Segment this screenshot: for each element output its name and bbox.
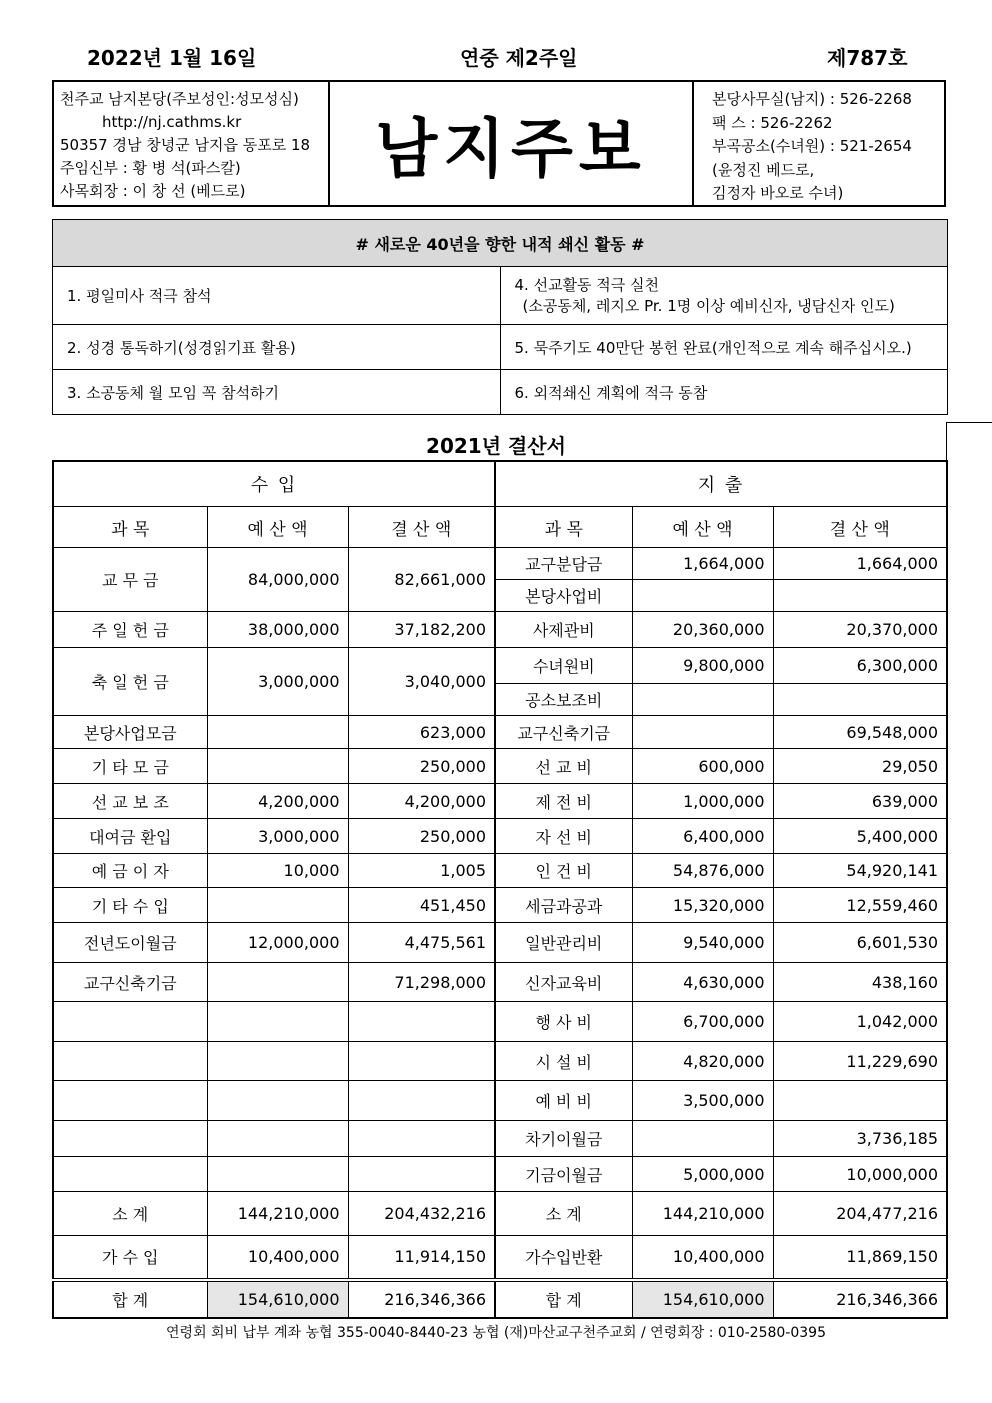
issue-date: 2022년 1월 16일 [87,46,257,70]
expense-result: 20,370,000 [773,612,947,648]
income-result: 82,661,000 [348,548,495,612]
income-budget [207,963,348,1002]
expense-item: 교구분담금 [495,548,632,580]
expense-item: 기금이월금 [495,1157,632,1192]
expense-item: 인 건 비 [495,854,632,888]
empty-cell [53,1002,207,1042]
parish-url[interactable]: http://nj.cathms.kr [102,113,242,131]
activity-4 [500,267,948,325]
expense-result: 639,000 [773,784,947,819]
provisional-ex-label: 가수입반환 [495,1236,632,1280]
expense-item: 수녀원비 [495,648,632,684]
empty-cell [53,1042,207,1081]
expense-result [773,1081,947,1121]
provisional-label: 가 수 입 [53,1236,207,1280]
expense-col-budget: 예 산 액 [632,507,773,548]
expense-budget: 4,820,000 [632,1042,773,1081]
total-in-budget: 154,610,000 [207,1280,348,1318]
income-result: 451,450 [348,888,495,923]
subtotal-label: 소 계 [53,1192,207,1236]
activity-4-detail: (소공동체, 레지오 Pr. 1명 이상 예비신자, 냉담신자 인도) [522,296,895,315]
income-result: 250,000 [348,819,495,854]
income-budget [207,749,348,784]
income-item: 기 타 모 금 [53,749,207,784]
expense-budget: 600,000 [632,749,773,784]
parish-address: 50357 경남 창녕군 남지읍 동포로 18 [60,136,311,154]
expense-header: 지 출 [495,461,947,507]
activity-6: 6. 외적쇄신 계획에 적극 동참 [500,370,948,415]
expense-result: 438,160 [773,963,947,1002]
income-result: 623,000 [348,716,495,749]
expense-item: 시 설 비 [495,1042,632,1081]
expense-budget: 1,664,000 [632,548,773,580]
income-budget [207,716,348,749]
convent-phone: 부곡공소(수녀원) : 521-2654 [712,137,912,155]
expense-budget: 5,000,000 [632,1157,773,1192]
expense-result: 6,601,530 [773,923,947,963]
subtotal-in-result: 204,432,216 [348,1192,495,1236]
income-col-result: 결 산 액 [348,507,495,548]
income-budget: 3,000,000 [207,819,348,854]
income-budget: 84,000,000 [207,548,348,612]
income-item: 본당사업모금 [53,716,207,749]
income-item: 선 교 보 조 [53,784,207,819]
income-result: 250,000 [348,749,495,784]
income-result: 37,182,200 [348,612,495,648]
renewal-title: # 새로운 40년을 향한 내적 쇄신 활동 # [53,220,948,267]
income-item: 기 타 수 입 [53,888,207,923]
income-budget: 10,000 [207,854,348,888]
empty-cell [348,1002,495,1042]
expense-item: 예 비 비 [495,1081,632,1121]
expense-budget: 20,360,000 [632,612,773,648]
financial-statement [52,460,948,1319]
activity-3: 3. 소공동체 월 모임 꼭 참석하기 [53,370,501,415]
issue-number: 제787호 [827,46,908,70]
empty-cell [207,1081,348,1121]
fax: 팩 스 : 526-2262 [712,113,833,132]
expense-result: 69,548,000 [773,716,947,749]
expense-item: 공소보조비 [495,684,632,716]
income-item: 축 일 헌 금 [53,648,207,716]
expense-item: 일반관리비 [495,923,632,963]
activity-5: 5. 묵주기도 40만단 봉헌 완료(개인적으로 계속 해주십시오.) [500,325,948,370]
activity-1: 1. 평일미사 적극 참석 [53,267,501,325]
expense-budget: 9,540,000 [632,923,773,963]
expense-budget [632,684,773,716]
income-result: 1,005 [348,854,495,888]
expense-budget [632,1121,773,1157]
expense-result: 1,042,000 [773,1002,947,1042]
expense-result: 5,400,000 [773,819,947,854]
empty-cell [53,1081,207,1121]
total-ex-result: 216,346,366 [773,1280,947,1318]
activity-2: 2. 성경 통독하기(성경읽기표 활용) [53,325,501,370]
empty-cell [207,1157,348,1192]
expense-item: 행 사 비 [495,1002,632,1042]
income-budget: 4,200,000 [207,784,348,819]
expense-budget: 15,320,000 [632,888,773,923]
statement-rows [53,548,947,1192]
total-ex-budget: 154,610,000 [632,1280,773,1318]
expense-item: 자 선 비 [495,819,632,854]
income-item: 예 금 이 자 [53,854,207,888]
income-col-item: 과 목 [53,507,207,548]
income-item: 교 무 금 [53,548,207,612]
income-item: 교구신축기금 [53,963,207,1002]
statement-title: 2021년 결산서 [426,434,566,458]
income-result: 4,200,000 [348,784,495,819]
parish-name: 천주교 남지본당(주보성인:성모성심) [60,90,299,108]
empty-cell [207,1002,348,1042]
contact-info [692,82,944,205]
income-result: 4,475,561 [348,923,495,963]
liturgical-week: 연중 제2주일 [460,46,578,70]
parish-info [54,82,330,205]
expense-item: 사제관비 [495,612,632,648]
expense-budget: 4,630,000 [632,963,773,1002]
empty-cell [207,1121,348,1157]
total-in-result: 216,346,366 [348,1280,495,1318]
income-budget: 38,000,000 [207,612,348,648]
renewal-activities [52,219,948,415]
income-budget [207,888,348,923]
expense-result: 1,664,000 [773,548,947,580]
income-item: 주 일 헌 금 [53,612,207,648]
expense-budget [632,716,773,749]
masthead [52,80,946,207]
footer-note: 연령회 회비 납부 계좌 농협 355-0040-8440-23 농협 (재)마산교구천주교회 / 연령회장 : 010-2580-0395 [166,1325,826,1341]
subtotal-ex-result: 204,477,216 [773,1192,947,1236]
expense-result: 6,300,000 [773,648,947,684]
expense-budget [632,580,773,612]
expense-budget: 54,876,000 [632,854,773,888]
subtotal-ex-budget: 144,210,000 [632,1192,773,1236]
pastor: 주임신부 : 황 병 석(파스칼) [60,159,241,177]
expense-budget: 1,000,000 [632,784,773,819]
total-label: 합 계 [53,1280,207,1318]
expense-budget: 6,400,000 [632,819,773,854]
expense-item: 본당사업비 [495,580,632,612]
expense-result [773,580,947,612]
income-budget: 3,000,000 [207,648,348,716]
empty-cell [53,1121,207,1157]
subtotal-ex-label: 소 계 [495,1192,632,1236]
empty-cell [348,1157,495,1192]
expense-result: 54,920,141 [773,854,947,888]
bulletin-title: 남지주보 [375,111,647,187]
subtotal-in-budget: 144,210,000 [207,1192,348,1236]
margin-line [946,422,992,1307]
empty-cell [348,1042,495,1081]
expense-budget: 9,800,000 [632,648,773,684]
expense-item: 신자교육비 [495,963,632,1002]
expense-item: 선 교 비 [495,749,632,784]
sister-names-1: (윤정진 베드로, [712,160,815,179]
empty-cell [348,1121,495,1157]
expense-item: 제 전 비 [495,784,632,819]
expense-budget: 6,700,000 [632,1002,773,1042]
empty-cell [207,1042,348,1081]
expense-result: 3,736,185 [773,1121,947,1157]
income-result: 71,298,000 [348,963,495,1002]
expense-result: 10,000,000 [773,1157,947,1192]
expense-result: 12,559,460 [773,888,947,923]
office-phone: 본당사무실(남지) : 526-2268 [712,90,912,108]
activity-4-title: 4. 선교활동 적극 실천 [514,275,660,294]
expense-item: 차기이월금 [495,1121,632,1157]
income-col-budget: 예 산 액 [207,507,348,548]
income-budget: 12,000,000 [207,923,348,963]
empty-cell [348,1081,495,1121]
income-header: 수 입 [53,461,495,507]
provisional-in-budget: 10,400,000 [207,1236,348,1280]
provisional-in-result: 11,914,150 [348,1236,495,1280]
provisional-ex-budget: 10,400,000 [632,1236,773,1280]
sister-names-2: 김정자 바오로 수녀) [712,184,844,202]
expense-col-result: 결 산 액 [773,507,947,548]
expense-budget: 3,500,000 [632,1081,773,1121]
provisional-ex-result: 11,869,150 [773,1236,947,1280]
expense-item: 세금과공과 [495,888,632,923]
total-ex-label: 합 계 [495,1280,632,1318]
income-result: 3,040,000 [348,648,495,716]
income-item: 전년도이월금 [53,923,207,963]
income-item: 대여금 환입 [53,819,207,854]
expense-col-item: 과 목 [495,507,632,548]
empty-cell [53,1157,207,1192]
expense-result: 11,229,690 [773,1042,947,1081]
expense-item: 교구신축기금 [495,716,632,749]
expense-result: 29,050 [773,749,947,784]
expense-result [773,684,947,716]
council-president: 사목회장 : 이 창 선 (베드로) [60,182,246,200]
